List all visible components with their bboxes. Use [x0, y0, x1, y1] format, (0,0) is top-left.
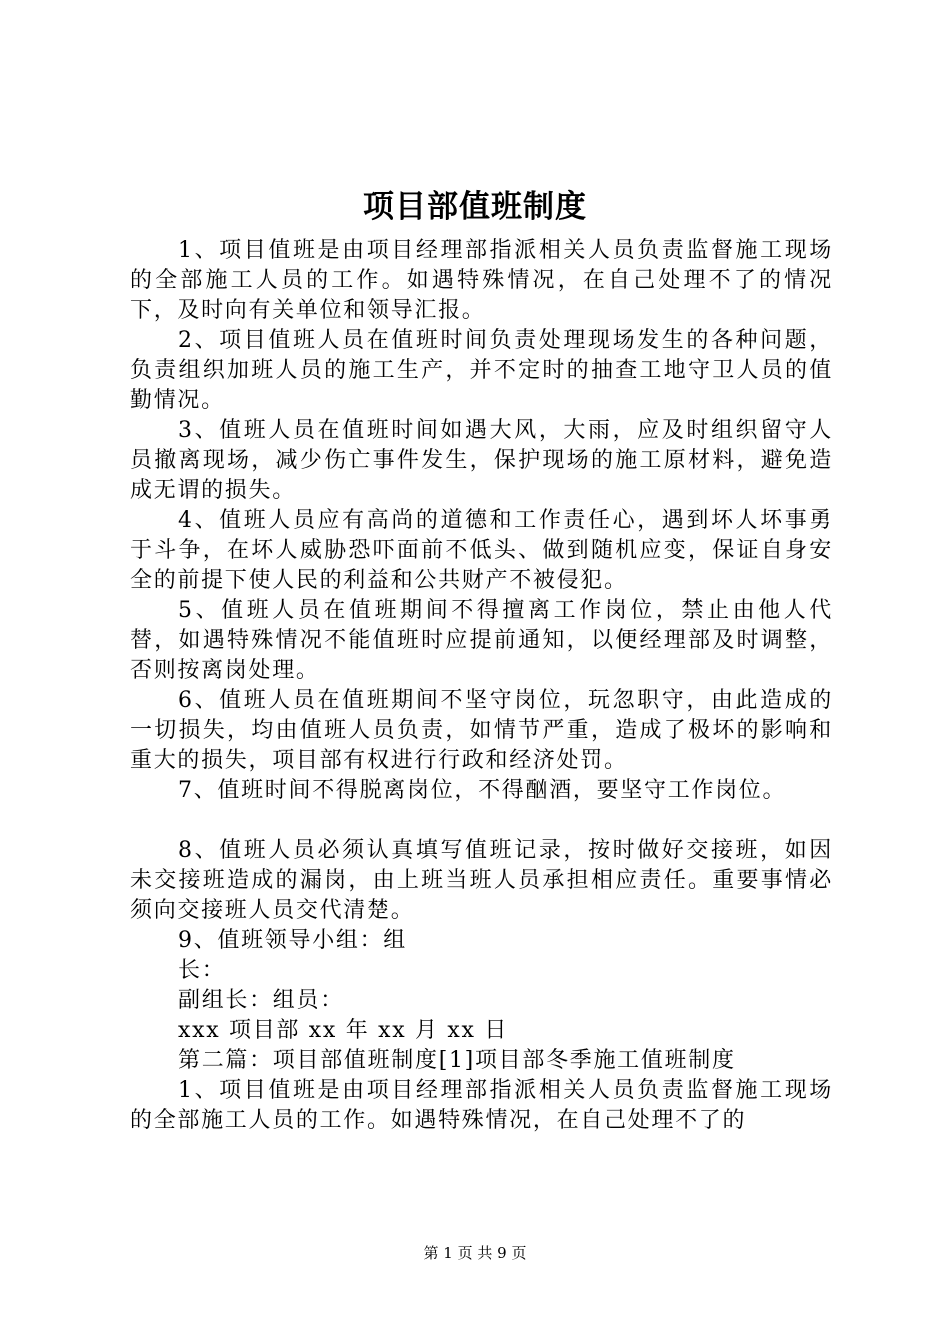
paragraph-6: 6、值班人员在值班期间不坚守岗位，玩忽职守，由此造成的一切损失，均由值班人员负责，如情节严重，造成了极坏的影响和重大的损失，项目部有权进行行政和经济处罚。 — [130, 688, 833, 773]
paragraph-8: 8、值班人员必须认真填写值班记录，按时做好交接班，如因未交接班造成的漏岗，由上班当班人员承担相应责任。重要事情必须向交接班人员交代清楚。 — [130, 838, 833, 923]
document-body — [130, 236, 833, 1136]
paragraph-1: 1、项目值班是由项目经理部指派相关人员负责监督施工现场的全部施工人员的工作。如遇特殊情况，在自己处理不了的情况下，及时向有关单位和领导汇报。 — [130, 238, 833, 323]
document-title: 项目部值班制度 — [363, 189, 587, 225]
paragraph-4: 4、值班人员应有高尚的道德和工作责任心，遇到坏人坏事勇于斗争，在坏人威胁恐吓面前不低头、做到随机应变，保证自身安全的前提下使人民的利益和公共财产不被侵犯。 — [130, 508, 833, 593]
paragraph-5: 5、值班人员在值班期间不得擅离工作岗位，禁止由他人代替，如遇特殊情况不能值班时应提前通知，以便经理部及时调整，否则按离岗处理。 — [130, 598, 833, 683]
paragraph-2: 2、项目值班人员在值班时间负责处理现场发生的各种问题，负责组织加班人员的施工生产，并不定时的抽查工地守卫人员的值勤情况。 — [130, 328, 833, 413]
signature-line: xxx 项目部 xx 年 xx 月 xx 日 — [178, 1018, 509, 1043]
leadership-group-heading: 9、值班领导小组：组长： — [178, 928, 407, 983]
paragraph-7: 7、值班时间不得脱离岗位，不得酗酒，要坚守工作岗位。 — [178, 778, 787, 803]
continued-paragraph: 1、项目值班是由项目经理部指派相关人员负责监督施工现场的全部施工人员的工作。如遇特殊情况，在自己处理不了的 — [130, 1078, 833, 1133]
leadership-group-sub: 副组长：组员： — [178, 988, 344, 1013]
page-footer: 第 1 页 共 9 页 — [423, 1244, 527, 1262]
paragraph-3: 3、值班人员在值班时间如遇大风，大雨，应及时组织留守人员撤离现场，减少伤亡事件发生，保护现场的施工原材料，避免造成无谓的损失。 — [130, 418, 833, 503]
second-section-title: 第二篇：项目部值班制度[1]项目部冬季施工值班制度 — [178, 1048, 736, 1073]
